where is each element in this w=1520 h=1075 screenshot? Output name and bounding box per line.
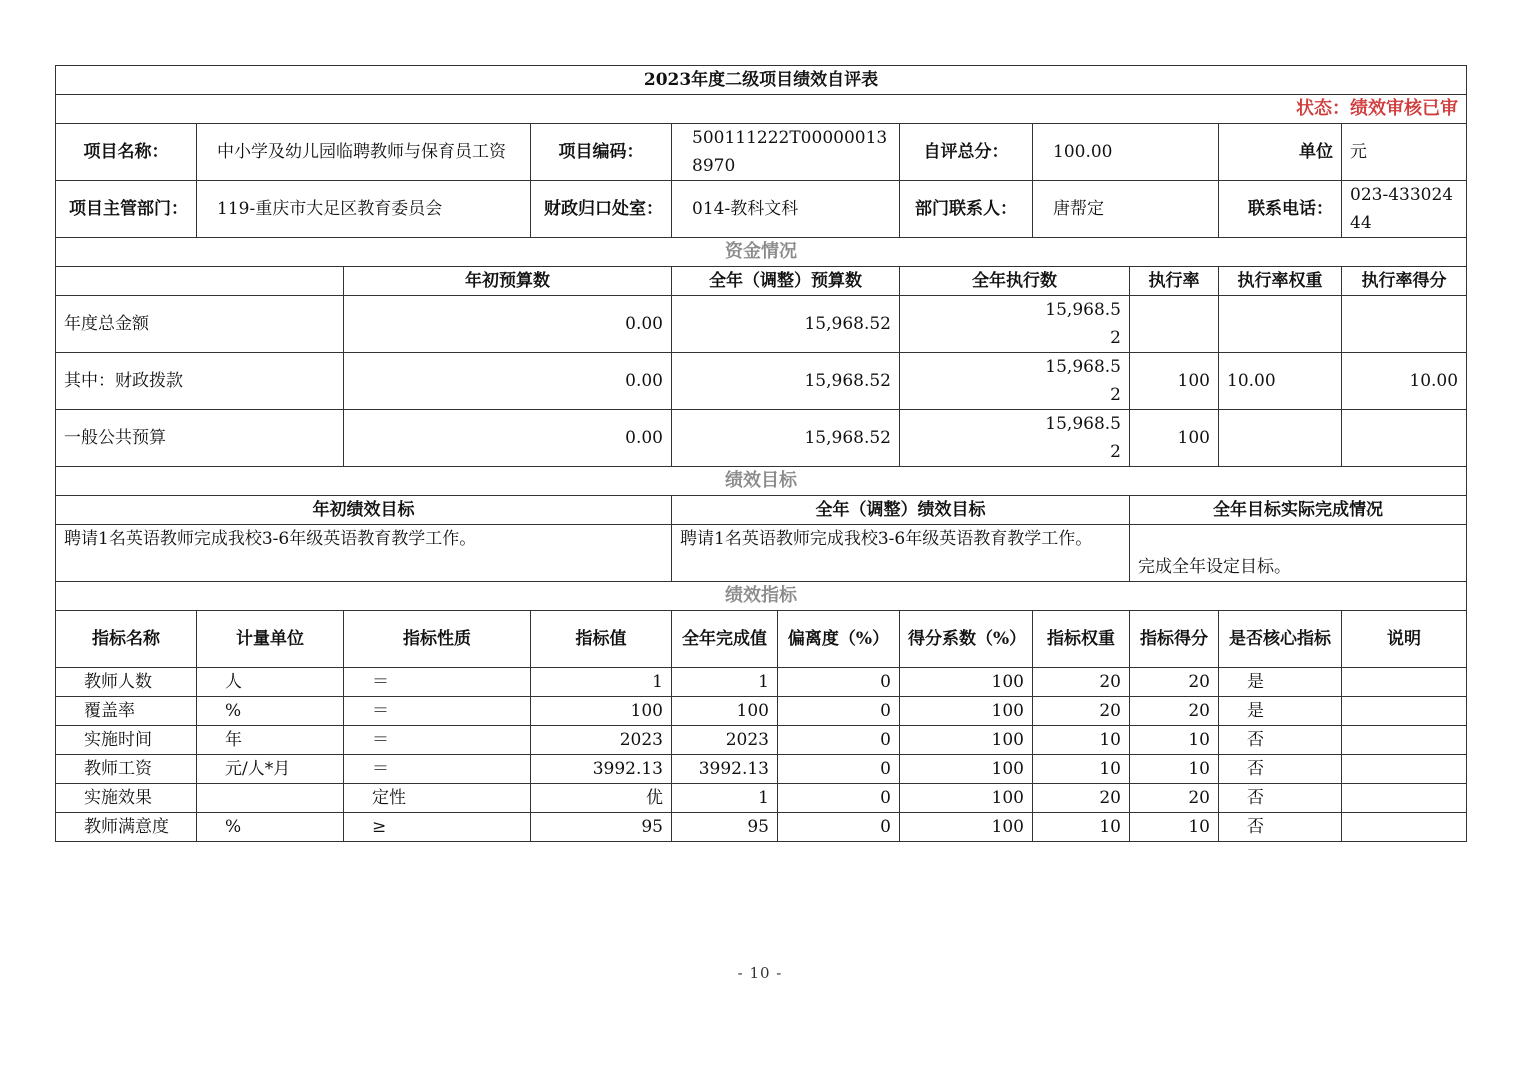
funds-row-initial: 0.00 xyxy=(344,353,672,410)
funds-row-executed: 15,968.52 xyxy=(900,296,1130,353)
contact-value: 唐帮定 xyxy=(1033,181,1219,238)
indicator-row xyxy=(56,726,1467,755)
indicator-coefficient: 100 xyxy=(900,813,1033,842)
indicator-completed: 95 xyxy=(672,813,778,842)
phone-value: 023-43302444 xyxy=(1342,181,1467,238)
funds-row xyxy=(56,296,1467,353)
funds-header-score: 执行率得分 xyxy=(1342,267,1467,296)
indicator-coefficient: 100 xyxy=(900,726,1033,755)
ind-header-score: 指标得分 xyxy=(1130,611,1219,668)
finance-label: 财政归口处室： xyxy=(531,181,672,238)
funds-row-name: 一般公共预算 xyxy=(56,410,344,467)
total-score-label: 自评总分： xyxy=(900,124,1033,181)
indicator-weight: 20 xyxy=(1033,784,1130,813)
funds-row-weight: 10.00 xyxy=(1219,353,1342,410)
indicator-row xyxy=(56,784,1467,813)
funds-header-executed: 全年执行数 xyxy=(900,267,1130,296)
ind-header-target: 指标值 xyxy=(531,611,672,668)
project-name-label: 项目名称： xyxy=(56,124,197,181)
ind-header-coefficient: 得分系数（%） xyxy=(900,611,1033,668)
indicator-nature: ≥ xyxy=(344,813,531,842)
indicator-name: 教师工资 xyxy=(56,755,197,784)
ind-header-weight: 指标权重 xyxy=(1033,611,1130,668)
ind-header-completed: 全年完成值 xyxy=(672,611,778,668)
unit-label: 单位 xyxy=(1219,124,1342,181)
indicator-weight: 10 xyxy=(1033,726,1130,755)
indicator-core: 是 xyxy=(1219,697,1342,726)
indicator-coefficient: 100 xyxy=(900,668,1033,697)
funds-row-executed: 15,968.52 xyxy=(900,410,1130,467)
ind-header-nature: 指标性质 xyxy=(344,611,531,668)
funds-row-score xyxy=(1342,410,1467,467)
indicator-completed: 1 xyxy=(672,668,778,697)
goals-header-actual: 全年目标实际完成情况 xyxy=(1130,496,1467,525)
finance-value: 014-教科文科 xyxy=(672,181,900,238)
indicator-nature: ＝ xyxy=(344,726,531,755)
indicator-name: 教师满意度 xyxy=(56,813,197,842)
indicator-completed: 1 xyxy=(672,784,778,813)
indicator-deviation: 0 xyxy=(778,668,900,697)
ind-header-deviation: 偏离度（%） xyxy=(778,611,900,668)
indicator-row xyxy=(56,668,1467,697)
indicator-coefficient: 100 xyxy=(900,755,1033,784)
indicator-note xyxy=(1342,697,1467,726)
indicator-row xyxy=(56,813,1467,842)
indicator-deviation: 0 xyxy=(778,813,900,842)
funds-row xyxy=(56,410,1467,467)
indicator-coefficient: 100 xyxy=(900,784,1033,813)
indicator-core: 是 xyxy=(1219,668,1342,697)
total-score-value: 100.00 xyxy=(1033,124,1219,181)
indicator-row xyxy=(56,755,1467,784)
funds-header-rate: 执行率 xyxy=(1130,267,1219,296)
funds-row-adjusted: 15,968.52 xyxy=(672,353,900,410)
dept-label: 项目主管部门： xyxy=(56,181,197,238)
funds-row-weight xyxy=(1219,296,1342,353)
indicator-name: 覆盖率 xyxy=(56,697,197,726)
indicator-core: 否 xyxy=(1219,755,1342,784)
indicator-score: 20 xyxy=(1130,668,1219,697)
indicator-deviation: 0 xyxy=(778,784,900,813)
funds-row-adjusted: 15,968.52 xyxy=(672,296,900,353)
ind-header-name: 指标名称 xyxy=(56,611,197,668)
funds-section-title: 资金情况 xyxy=(56,238,1467,267)
funds-row-executed: 15,968.52 xyxy=(900,353,1130,410)
indicator-core: 否 xyxy=(1219,726,1342,755)
indicator-nature: 定性 xyxy=(344,784,531,813)
indicator-unit: 年 xyxy=(197,726,344,755)
indicator-core: 否 xyxy=(1219,813,1342,842)
funds-row-rate: 100 xyxy=(1130,410,1219,467)
indicator-completed: 2023 xyxy=(672,726,778,755)
ind-header-unit: 计量单位 xyxy=(197,611,344,668)
indicator-nature: ＝ xyxy=(344,755,531,784)
ind-header-core: 是否核心指标 xyxy=(1219,611,1342,668)
indicator-unit: 人 xyxy=(197,668,344,697)
goals-header-adjusted: 全年（调整）绩效目标 xyxy=(672,496,1130,525)
indicator-score: 20 xyxy=(1130,784,1219,813)
indicator-deviation: 0 xyxy=(778,755,900,784)
unit-value: 元 xyxy=(1342,124,1467,181)
page-number: - 10 - xyxy=(737,964,783,982)
indicator-nature: ＝ xyxy=(344,697,531,726)
indicator-note xyxy=(1342,668,1467,697)
indicator-deviation: 0 xyxy=(778,697,900,726)
indicator-name: 教师人数 xyxy=(56,668,197,697)
indicator-score: 10 xyxy=(1130,813,1219,842)
goals-section-title: 绩效目标 xyxy=(56,467,1467,496)
indicator-target: 2023 xyxy=(531,726,672,755)
indicator-weight: 20 xyxy=(1033,697,1130,726)
contact-label: 部门联系人： xyxy=(900,181,1033,238)
goals-header-initial: 年初绩效目标 xyxy=(56,496,672,525)
indicator-target: 100 xyxy=(531,697,672,726)
indicator-weight: 10 xyxy=(1033,813,1130,842)
indicator-completed: 3992.13 xyxy=(672,755,778,784)
indicator-unit: % xyxy=(197,813,344,842)
funds-row-initial: 0.00 xyxy=(344,410,672,467)
indicator-nature: ＝ xyxy=(344,668,531,697)
funds-row-score xyxy=(1342,296,1467,353)
project-name-value: 中小学及幼儿园临聘教师与保育员工资 xyxy=(197,124,531,181)
indicator-name: 实施时间 xyxy=(56,726,197,755)
indicator-unit: 元/人*月 xyxy=(197,755,344,784)
goal-actual-text: 完成全年设定目标。 xyxy=(1130,525,1467,582)
indicator-unit: % xyxy=(197,697,344,726)
funds-header-adjusted: 全年（调整）预算数 xyxy=(672,267,900,296)
indicator-score: 10 xyxy=(1130,755,1219,784)
indicator-coefficient: 100 xyxy=(900,697,1033,726)
indicator-note xyxy=(1342,813,1467,842)
indicator-note xyxy=(1342,784,1467,813)
funds-row-name: 其中：财政拨款 xyxy=(56,353,344,410)
indicator-completed: 100 xyxy=(672,697,778,726)
indicator-note xyxy=(1342,726,1467,755)
project-code-value: 500111222T000000138970 xyxy=(672,124,900,181)
indicator-note xyxy=(1342,755,1467,784)
funds-row-name: 年度总金额 xyxy=(56,296,344,353)
indicator-score: 10 xyxy=(1130,726,1219,755)
indicator-score: 20 xyxy=(1130,697,1219,726)
funds-header-blank xyxy=(56,267,344,296)
indicator-unit xyxy=(197,784,344,813)
project-code-label: 项目编码： xyxy=(531,124,672,181)
funds-row-weight xyxy=(1219,410,1342,467)
indicators-section-title: 绩效指标 xyxy=(56,582,1467,611)
funds-row-rate xyxy=(1130,296,1219,353)
indicator-target: 1 xyxy=(531,668,672,697)
goal-adjusted-text: 聘请1名英语教师完成我校3-6年级英语教育教学工作。 xyxy=(672,525,1130,582)
indicator-name: 实施效果 xyxy=(56,784,197,813)
indicator-deviation: 0 xyxy=(778,726,900,755)
phone-label: 联系电话： xyxy=(1219,181,1342,238)
performance-self-evaluation-table xyxy=(55,65,1467,842)
indicator-target: 95 xyxy=(531,813,672,842)
funds-header-weight: 执行率权重 xyxy=(1219,267,1342,296)
dept-value: 119-重庆市大足区教育委员会 xyxy=(197,181,531,238)
form-title: 2023年度二级项目绩效自评表 xyxy=(56,66,1467,95)
indicator-weight: 10 xyxy=(1033,755,1130,784)
funds-row-initial: 0.00 xyxy=(344,296,672,353)
ind-header-note: 说明 xyxy=(1342,611,1467,668)
funds-row-score: 10.00 xyxy=(1342,353,1467,410)
funds-header-initial: 年初预算数 xyxy=(344,267,672,296)
indicator-target: 优 xyxy=(531,784,672,813)
funds-row-rate: 100 xyxy=(1130,353,1219,410)
indicator-row xyxy=(56,697,1467,726)
review-status: 状态：绩效审核已审 xyxy=(56,95,1467,124)
indicator-weight: 20 xyxy=(1033,668,1130,697)
funds-row-adjusted: 15,968.52 xyxy=(672,410,900,467)
indicator-core: 否 xyxy=(1219,784,1342,813)
indicator-target: 3992.13 xyxy=(531,755,672,784)
goal-initial-text: 聘请1名英语教师完成我校3-6年级英语教育教学工作。 xyxy=(56,525,672,582)
funds-row xyxy=(56,353,1467,410)
